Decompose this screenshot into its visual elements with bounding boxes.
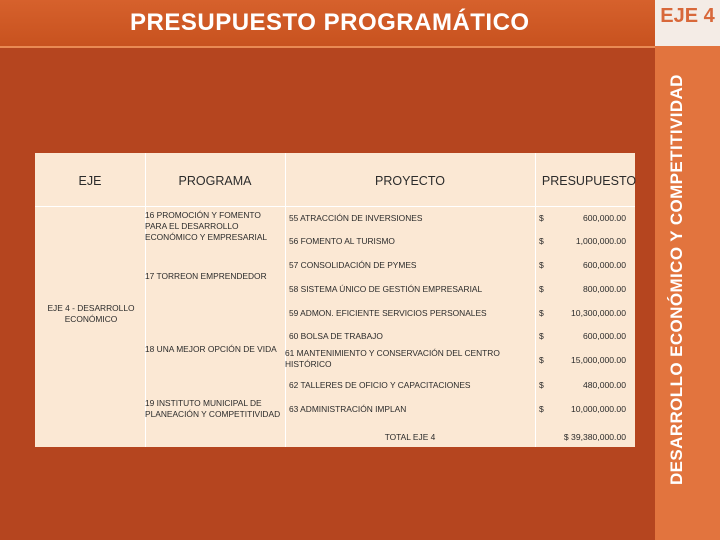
vertical-eje-title: DESARROLLO ECONÓMICO Y COMPETITIVIDAD <box>667 74 686 486</box>
amount-56: 1,000,000.00 <box>575 236 626 246</box>
programa-18: 18 UNA MEJOR OPCIÓN DE VIDA <box>145 344 277 354</box>
currency-sign: $ <box>539 331 544 341</box>
proyecto-60: 60 BOLSA DE TRABAJO <box>289 331 383 341</box>
proyecto-58: 58 SISTEMA ÚNICO DE GESTIÓN EMPRESARIAL <box>289 284 483 294</box>
amount-58: 800,000.00 <box>582 284 626 294</box>
header-programa: PROGRAMA <box>178 174 252 188</box>
grid-line <box>535 153 536 447</box>
amount-62: 480,000.00 <box>582 380 626 390</box>
header-presupuesto: PRESUPUESTO <box>541 174 637 188</box>
grid-line <box>285 153 286 447</box>
programa-16: 16 PROMOCIÓN Y FOMENTO PARA EL DESARROLLO ECONÓMICO Y EMPRESARIAL <box>145 210 268 242</box>
grid-line <box>35 206 635 207</box>
amount-63: 10,000,000.00 <box>571 404 626 414</box>
proyecto-62: 62 TALLERES DE OFICIO Y CAPACITACIONES <box>289 380 471 390</box>
currency-sign: $ <box>539 355 544 365</box>
budget-table <box>35 153 635 447</box>
title-bar <box>0 0 655 48</box>
proyecto-61: 61 MANTENIMIENTO Y CONSERVACIÓN DEL CENTRO HISTÓRICO <box>285 348 500 369</box>
amount-57: 600,000.00 <box>582 260 626 270</box>
side-panel <box>655 0 720 540</box>
amount-59: 10,300,000.00 <box>571 308 626 318</box>
programa-19: 19 INSTITUTO MUNICIPAL DE PLANEACIÓN Y COMPETITIVIDAD <box>145 398 281 419</box>
page-title: PRESUPUESTO PROGRAMÁTICO <box>130 9 530 36</box>
proyecto-57: 57 CONSOLIDACIÓN DE PYMES <box>289 260 417 270</box>
proyecto-56: 56 FOMENTO AL TURISMO <box>289 236 395 246</box>
eje-tab-label: EJE 4 <box>660 5 715 27</box>
currency-sign: $ <box>539 236 544 246</box>
eje-tab <box>655 0 720 46</box>
currency-sign: $ <box>539 284 544 294</box>
currency-sign: $ <box>539 260 544 270</box>
proyecto-63: 63 ADMINISTRACIÓN IMPLAN <box>289 404 407 414</box>
proyecto-59: 59 ADMON. EFICIENTE SERVICIOS PERSONALES <box>289 308 487 318</box>
currency-sign: $ <box>539 380 544 390</box>
amount-61: 15,000,000.00 <box>571 355 626 365</box>
amount-55: 600,000.00 <box>582 213 626 223</box>
total-label: TOTAL EJE 4 <box>384 432 436 442</box>
header-proyecto: PROYECTO <box>375 174 445 188</box>
currency-sign: $ <box>539 404 544 414</box>
currency-sign: $ <box>539 213 544 223</box>
programa-17: 17 TORREON EMPRENDEDOR <box>145 271 267 281</box>
currency-sign: $ <box>539 308 544 318</box>
header-eje: EJE <box>78 174 102 188</box>
amount-60: 600,000.00 <box>582 331 626 341</box>
total-amount: $ 39,380,000.00 <box>563 432 626 442</box>
proyecto-55: 55 ATRACCIÓN DE INVERSIONES <box>289 213 423 223</box>
eje-name: EJE 4 - DESARROLLO ECONÓMICO <box>47 303 135 324</box>
